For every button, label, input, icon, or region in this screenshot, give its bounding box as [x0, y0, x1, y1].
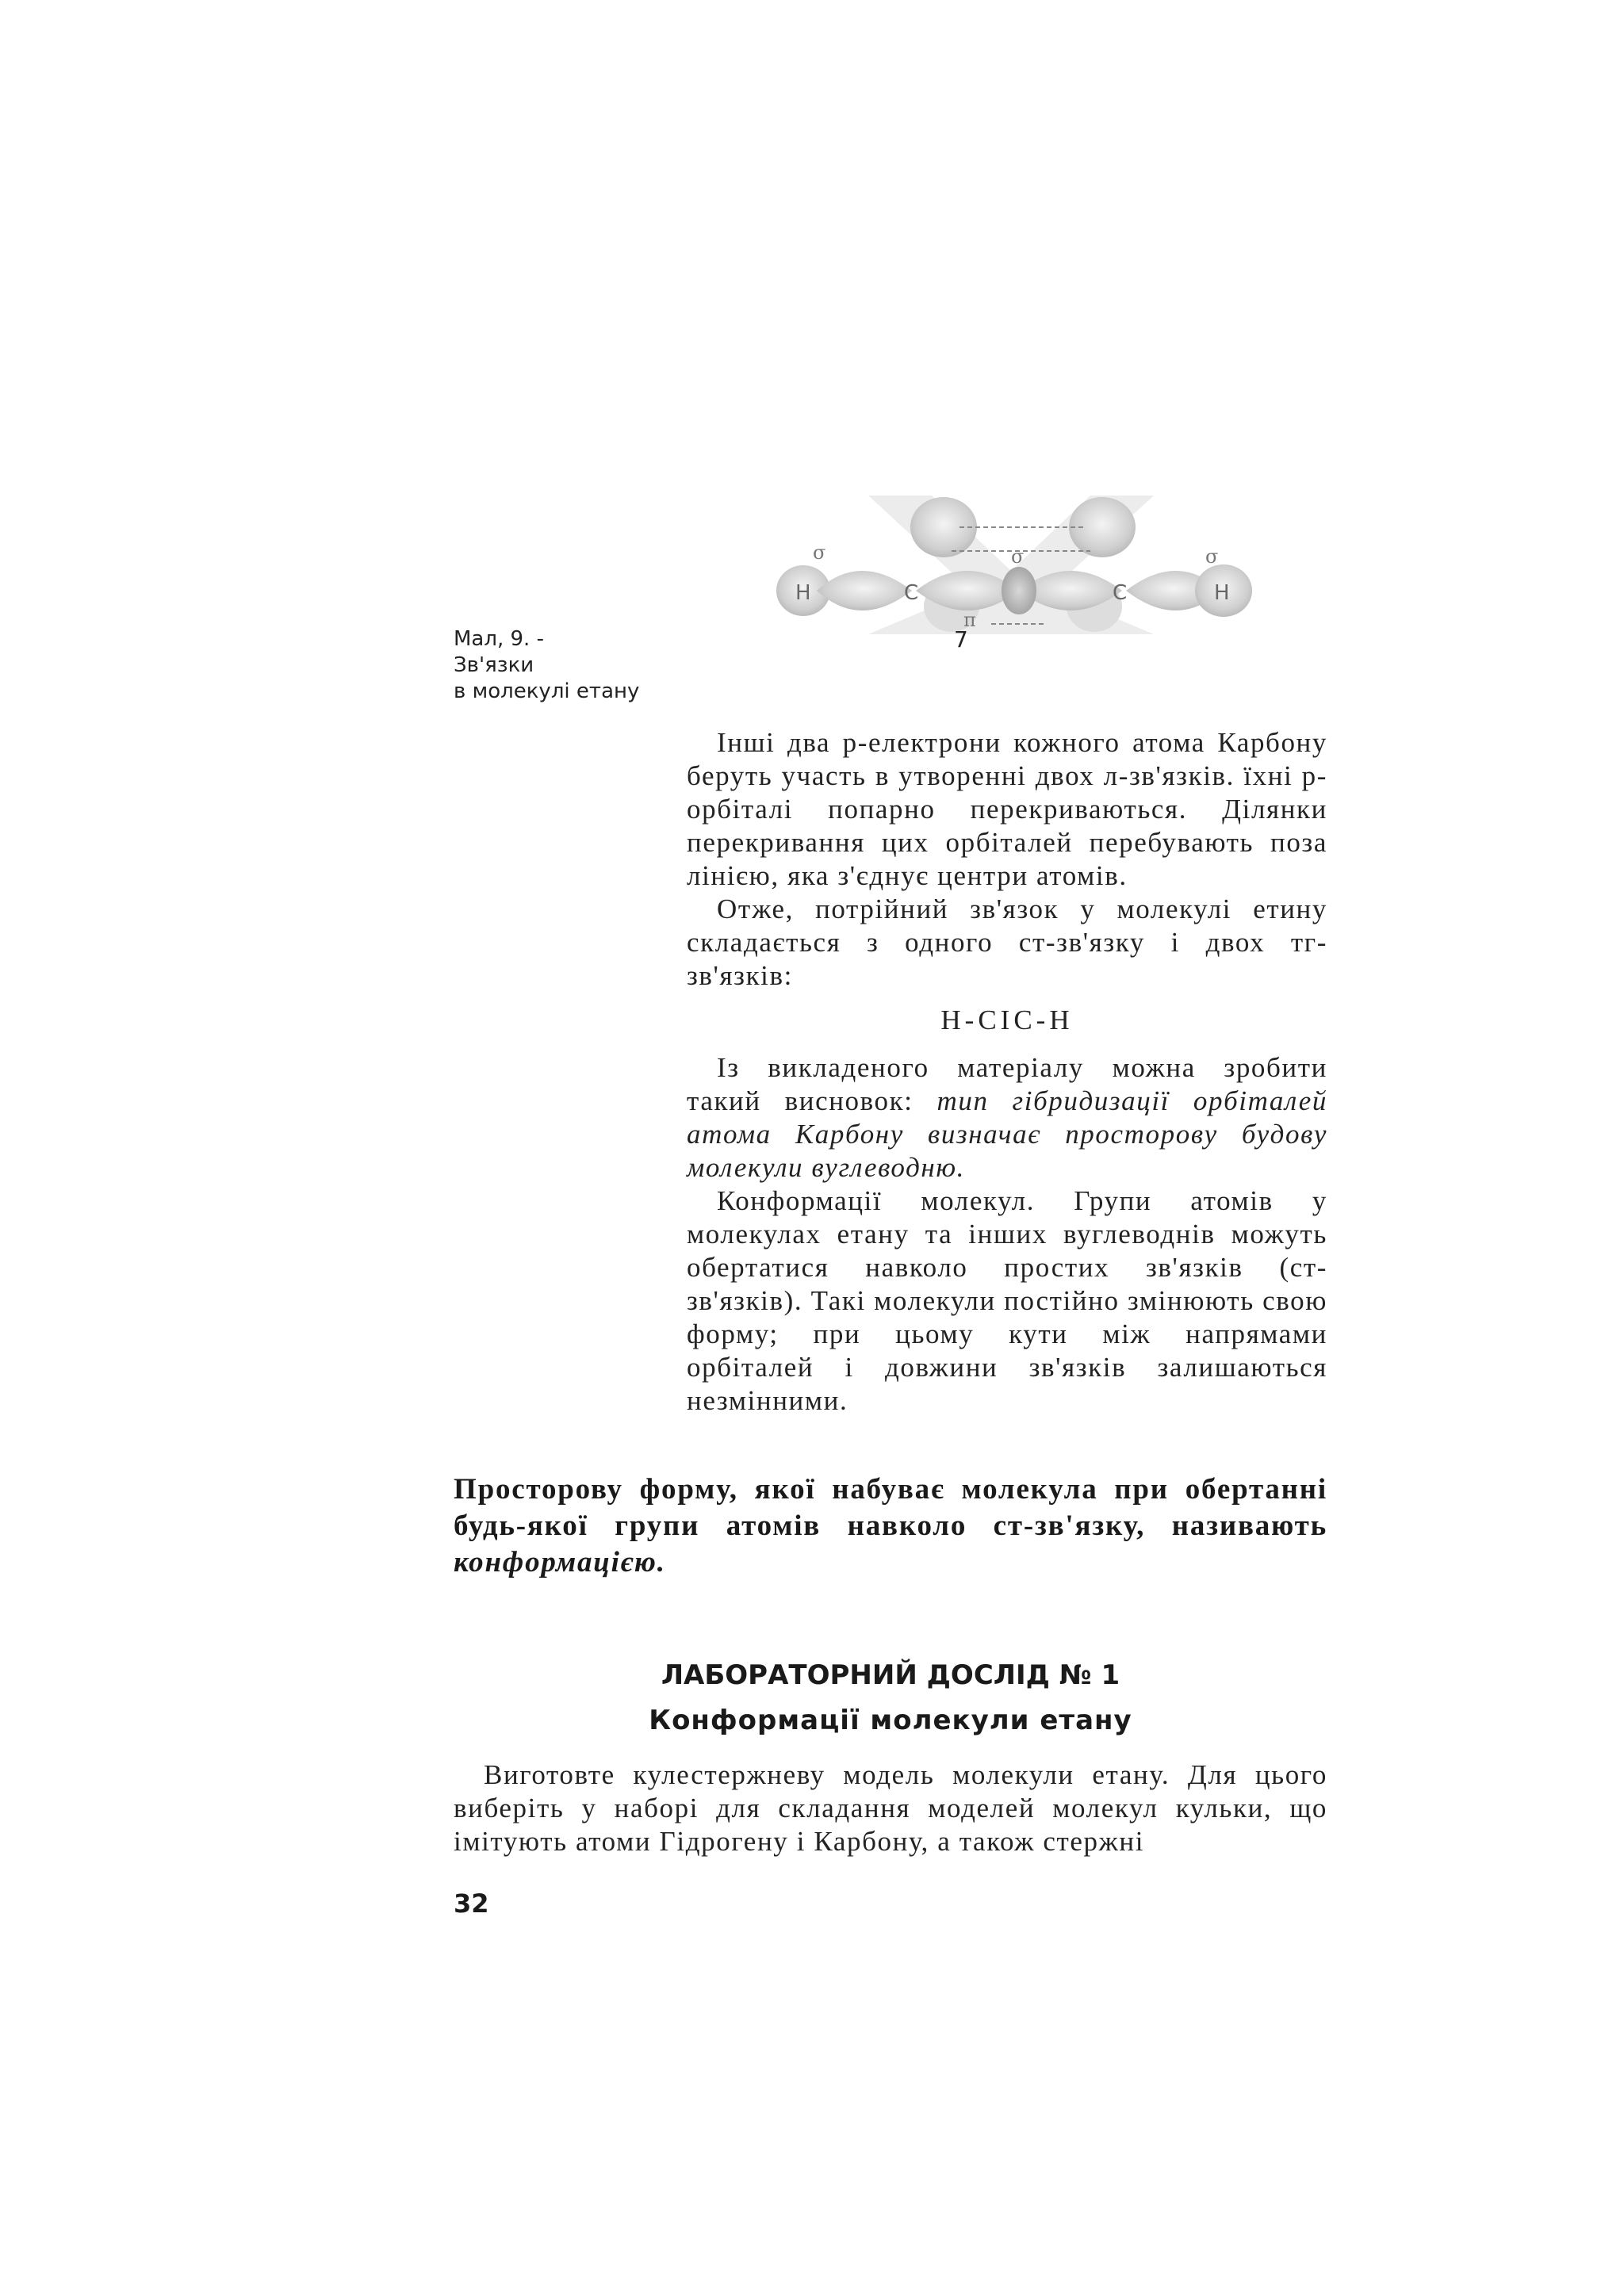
- paragraph: Інші два р-електрони кожного атома Карбону беруть участь в утворенні двох л-зв'язків. їхні р-орбіталі попарно перекриваються. Ділянки перекривання цих орбіталей перебувають поза лінією, яка з'єднує центри атомів.: [687, 727, 1327, 891]
- h-label-left: H: [795, 581, 811, 605]
- sigma-overlap: [1002, 567, 1036, 614]
- pi-label: π: [963, 609, 976, 631]
- definition-block: [454, 1471, 1327, 1581]
- definition-text: Просторову форму, якої набуває молекула при обертанні будь-якої групи атомів навколо ст-зв'язку, називають: [454, 1473, 1327, 1542]
- main-text: [687, 726, 1327, 1418]
- c-label-left: C: [904, 581, 919, 605]
- lab-text: Виготовте кулестержневу модель молекули етану. Для цього виберіть у наборі для складання моделей молекул кульки, що імітують атоми Гідрогену і Карбону, а також стержні: [454, 1759, 1327, 1857]
- page-number: 32: [454, 1888, 489, 1919]
- formula: Н-СІС-Н: [940, 1004, 1074, 1035]
- paragraph: Конформації молекул. Групи атомів у молекулах етану та інших вуглеводнів можуть обертатися навколо простих зв'язків (ст-зв'язків). Такі молекули постійно змінюють свою форму; при цьому кути між напрямами орбіталей і довжини зв'язків залишаються незмінними.: [687, 1185, 1327, 1416]
- sigma-lobe-left: [817, 571, 912, 610]
- sigma-label-right: σ: [1205, 545, 1219, 568]
- p-orbital-top-left: [910, 497, 977, 557]
- paragraph: [687, 1051, 1327, 1184]
- caption-line: в молекулі етану: [454, 679, 640, 703]
- figure-caption: [454, 626, 639, 705]
- definition-term: конформацією.: [454, 1546, 666, 1578]
- c-label-right: C: [1113, 581, 1128, 605]
- lab-title: ЛАБОРАТОРНИЙ ДОСЛІД № 1: [661, 1659, 1120, 1691]
- lab-subtitle: Конформації молекули етану: [649, 1705, 1132, 1736]
- caption-line: Мал, 9. -: [454, 627, 544, 651]
- sigma-label-left: σ: [813, 541, 826, 564]
- figure-number: 7: [954, 626, 968, 652]
- ethyne-orbital-diagram: [773, 496, 1257, 634]
- h-label-right: H: [1214, 581, 1230, 605]
- paragraph-text: Із викладеного матеріалу можна зробити такий висновок:: [687, 1052, 1327, 1116]
- conclusion-italic: тип гібридизації орбіталей атома Карбону визначає просторову будову молекули вуглеводню.: [687, 1085, 1327, 1183]
- caption-line: Зв'язки: [454, 653, 534, 677]
- sigma-label-center: σ: [1011, 545, 1025, 568]
- paragraph: Отже, потрійний зв'язок у молекулі етину складається з одного ст-зв'язку і двох тг-зв'язків:: [687, 894, 1327, 991]
